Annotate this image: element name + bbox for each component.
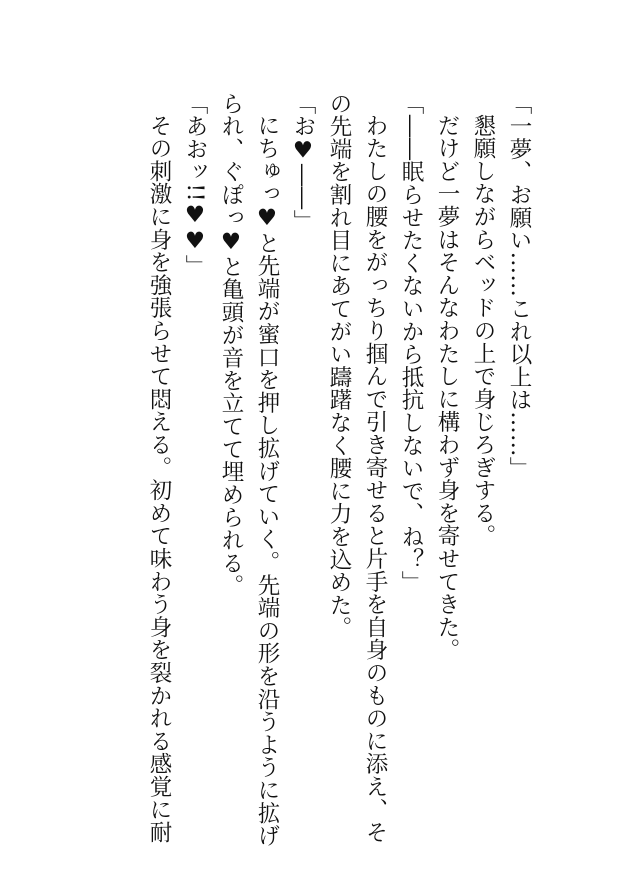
- dialogue-line: 「お♥――」: [290, 92, 316, 233]
- dialogue-line: 「あおッ!!♥♥」: [182, 92, 208, 278]
- dialogue-line: 「一夢、お願い……これ以上は……」: [506, 92, 532, 480]
- narration-line: の先端を割れ目にあてがい躊躇なく腰に力を込めた。: [326, 92, 352, 640]
- narration-line: わたしの腰をがっちり掴んで引き寄せると片手を自身のものに添え、そ: [362, 114, 388, 844]
- narration-line: その刺激に身を強張らせて悶える。初めて味わう身を裂かれる感覚に耐: [146, 114, 172, 844]
- dialogue-line: 「――眠らせたくないから抵抗しないで、ね？」: [398, 92, 424, 594]
- narration-line: にちゅっ♥と先端が蜜口を押し拡げていく。先端の形を沿うように拡げ: [254, 114, 280, 848]
- vertical-text-body: [141, 92, 537, 848]
- narration-line: られ、ぐぽっ♥と亀頭が音を立てて埋められる。: [218, 92, 244, 598]
- narration-line: 懇願しながらベッドの上で身じろぎする。: [470, 114, 496, 548]
- narration-line: だけど一夢はそんなわたしに構わず身を寄せてきた。: [434, 114, 460, 662]
